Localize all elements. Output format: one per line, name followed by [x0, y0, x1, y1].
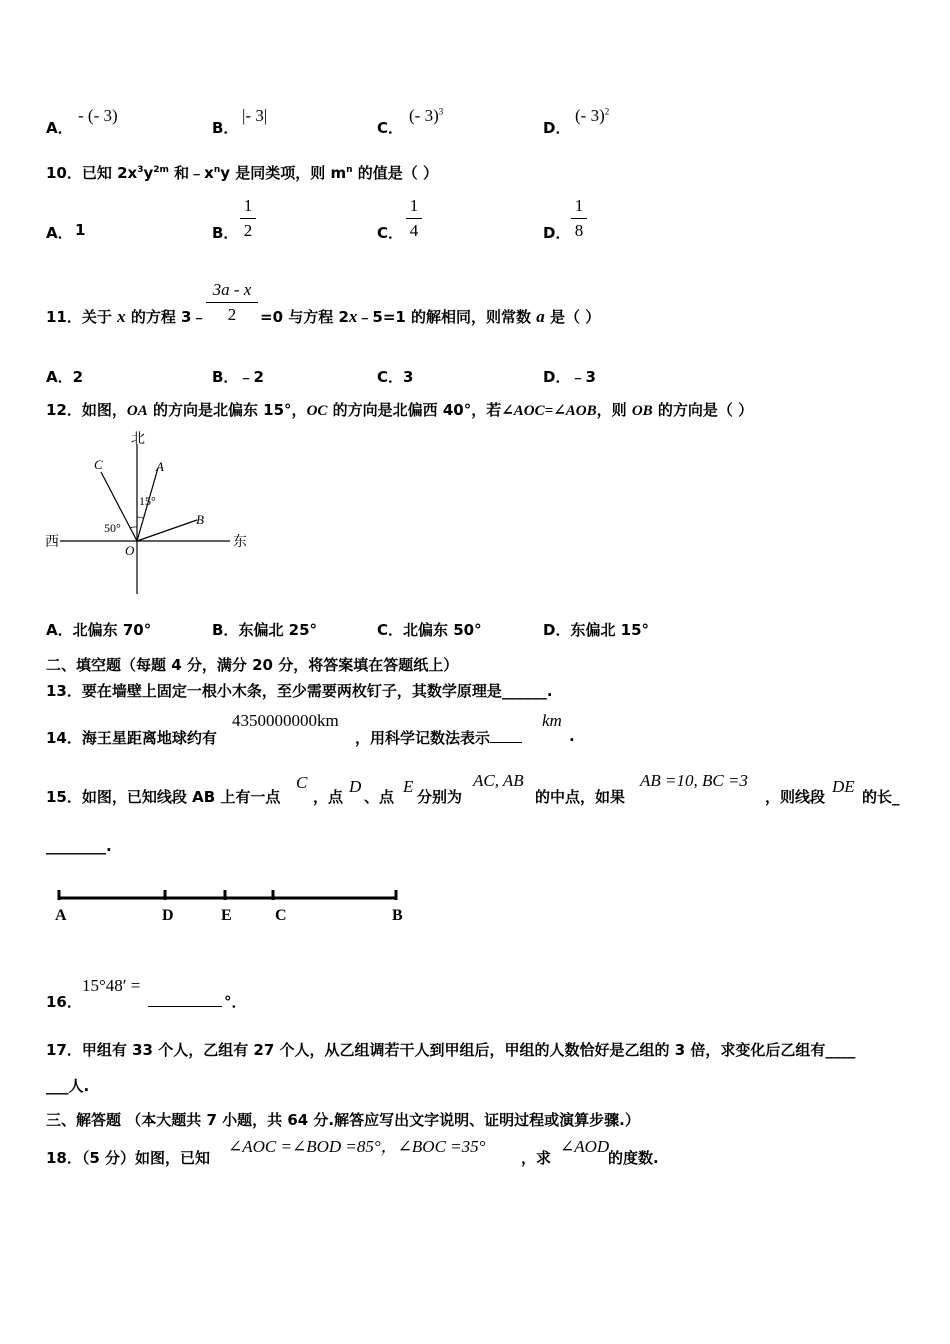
q18-text-1: 18．（5 分）如图，已知: [46, 1149, 211, 1167]
q16-number: 16．: [46, 993, 82, 1011]
q17-line-1: 17．甲组有 33 个人，乙组有 27 个人，从乙组调若干人到甲组后，甲组的人数恰好是乙组的 3 倍，求变化后乙组有____: [46, 1041, 856, 1059]
q15-text-5: 的中点，如果: [535, 788, 626, 806]
q18-condition: ∠AOC =∠BOD =85°，∠BOC =35°: [228, 1137, 486, 1156]
q15-point-c: C: [296, 773, 308, 792]
q18-text-3: 的度数.: [608, 1149, 659, 1167]
q14-period: .: [569, 727, 575, 745]
q12-stem: 12．如图，OA 的方向是北偏东 15°，OC 的方向是北偏西 40°，若∠AOC=∠AOB，则 OB 的方向是（ ）: [46, 401, 754, 419]
q9-option-d-letter: D．: [543, 119, 571, 137]
q10-option-c-letter: C．: [377, 224, 404, 242]
section-3-heading: 三、解答题 （本大题共 7 小题，共 64 分.解答应写出文字说明、证明过程或演算步骤.）: [46, 1111, 640, 1129]
q10-option-c-fraction: 1 4: [406, 196, 422, 241]
q11-option-a: A．2: [46, 368, 84, 386]
q11-stem-left: 11．关于 x 的方程 3﹣: [46, 307, 207, 326]
q14-unit: km: [542, 711, 562, 730]
q10-option-d-fraction: 1 8: [571, 196, 587, 241]
q18-angle-aod: ∠AOD: [560, 1137, 610, 1156]
section-2-heading: 二、填空题（每题 4 分，满分 20 分，将答案填在答题纸上）: [46, 656, 459, 674]
q14-text-1: 14．海王星距离地球约有: [46, 729, 217, 747]
q15-text-7: 的长_: [862, 788, 900, 806]
q9-option-d-expr: (- 3)$^2$: [575, 106, 610, 125]
q15-midpoint-segments: AC, AB: [473, 771, 524, 790]
q10-option-b-letter: B．: [212, 224, 239, 242]
seg-label-b: B: [392, 907, 403, 924]
q11-stem-right: =0 与方程 2x﹣5=1 的解相同，则常数 a 是（ ）: [260, 307, 601, 326]
q12-option-d: D．东偏北 15°: [543, 621, 650, 639]
q9-option-a-expr: - (- 3): [78, 106, 118, 125]
q15-segment-de: DE: [832, 777, 855, 796]
q18-text-2: ，求: [521, 1149, 552, 1167]
q11-fraction: 3a - x 2: [206, 280, 258, 325]
q9-option-b-letter: B．: [212, 119, 239, 137]
q9-option-c-letter: C．: [377, 119, 404, 137]
label-north: 北: [131, 432, 145, 447]
compass-figure: [40, 428, 260, 600]
label-angle-50: 50°: [104, 521, 121, 535]
label-o: O: [125, 543, 135, 558]
q15-text-6: ，则线段: [765, 788, 826, 806]
segment-figure: [48, 882, 418, 926]
q15-point-e: E: [403, 777, 414, 796]
seg-label-a: A: [55, 907, 67, 924]
q15-text-3: 、点: [364, 788, 395, 806]
q11-option-b: B．﹣2: [212, 368, 264, 386]
q10-option-a-value: 1: [75, 221, 86, 239]
label-c: C: [94, 457, 103, 472]
label-east: 东: [233, 535, 247, 550]
q15-text-4: 分别为: [417, 788, 463, 806]
q12-option-c: C．北偏东 50°: [377, 621, 482, 639]
label-west: 西: [45, 535, 59, 550]
q16-blank: [148, 991, 222, 1007]
q16-tail: °．: [224, 993, 247, 1011]
q10-stem: 10．已知 $2x^3y^{2m}$ 和$﹣x^ny$ 是同类项，则 $m^n$ 的值是（ ）: [46, 164, 438, 182]
angle-arc-15: [137, 517, 143, 518]
q17-line-2: ___人.: [46, 1077, 90, 1095]
seg-label-c: C: [275, 907, 287, 924]
label-angle-15: 15°: [139, 494, 156, 508]
label-a: A: [156, 459, 164, 474]
label-b: B: [196, 512, 204, 527]
q9-option-c-expr: (- 3)$^3$: [409, 106, 444, 125]
q16-expression: 15°48′ =: [82, 976, 141, 995]
q14-distance: 4350000000km: [232, 711, 339, 730]
ray-ob: [137, 520, 197, 541]
q10-option-a-letter: A．: [46, 224, 73, 242]
q11-option-d: D．﹣3: [543, 368, 596, 386]
q15-text-2: ，点: [313, 788, 344, 806]
angle-arc-50: [130, 527, 137, 528]
q15-point-d: D: [349, 777, 362, 796]
q15-condition: AB =10, BC =3: [640, 771, 748, 790]
q11-option-c: C．3: [377, 368, 414, 386]
q12-option-b: B．东偏北 25°: [212, 621, 318, 639]
q15-answer-blank: ________.: [46, 837, 112, 855]
seg-label-d: D: [162, 907, 174, 924]
q10-option-d-letter: D．: [543, 224, 571, 242]
seg-label-e: E: [221, 907, 232, 924]
q9-option-a-letter: A．: [46, 119, 73, 137]
q10-option-b-fraction: 1 2: [240, 196, 256, 241]
q14-text-2: ，用科学记数法表示: [355, 727, 522, 748]
q12-option-a: A．北偏东 70°: [46, 621, 152, 639]
q13: 13．要在墙壁上固定一根小木条，至少需要两枚钉子，其数学原理是______.: [46, 682, 553, 700]
q15-text-1: 15．如图，已知线段 AB 上有一点: [46, 788, 281, 806]
q9-option-b-expr: |- 3|: [242, 106, 268, 125]
